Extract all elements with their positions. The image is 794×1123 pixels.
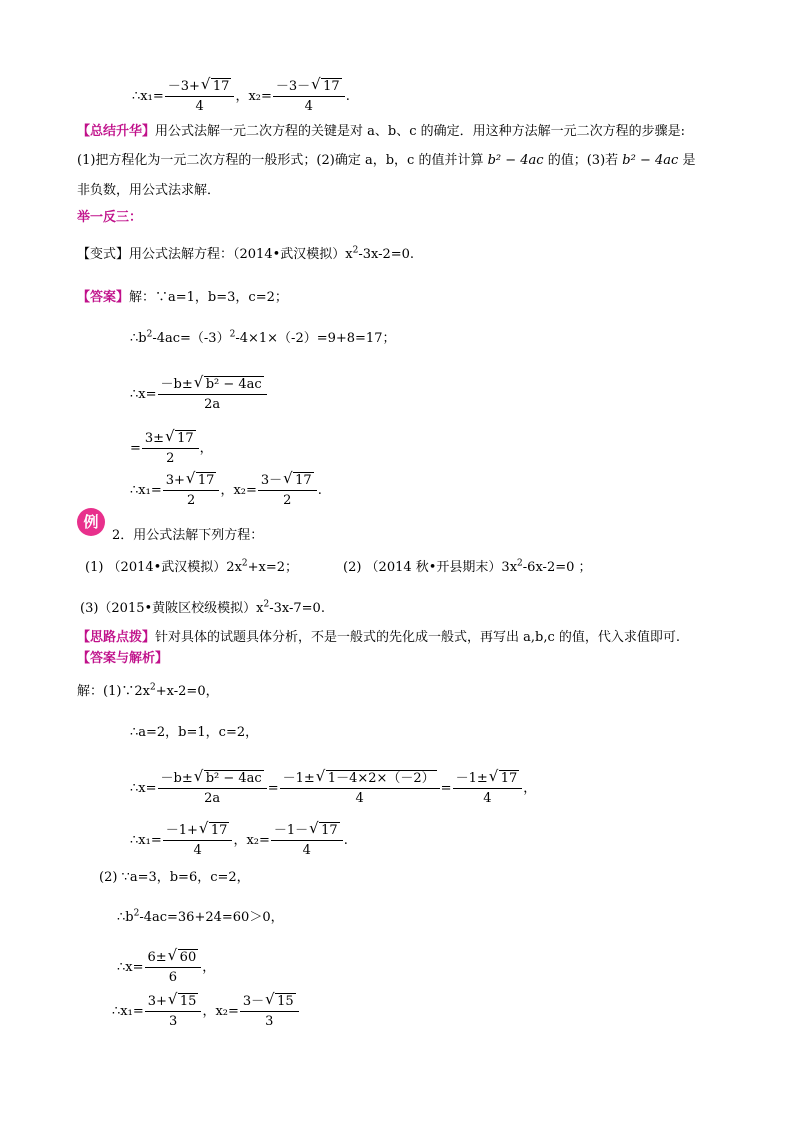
text: 1－4×2×（－2） [327, 771, 435, 786]
practice-heading: 举一反三： [77, 210, 143, 225]
summary-line-1 [77, 124, 685, 140]
hint-tag: 【思路点拨】 [77, 630, 156, 645]
text: (1) （2014•武汉模拟）2x [85, 560, 242, 575]
text: +x=2； [247, 560, 299, 575]
text: = [267, 781, 279, 796]
text: ， [199, 441, 213, 456]
radical [169, 993, 199, 1010]
text: ，x₂= [220, 483, 257, 498]
text: ∴b [117, 910, 134, 925]
text: -4×1×（-2）=9+8=17； [235, 331, 396, 346]
hint-line [77, 630, 680, 646]
text: 是 [682, 153, 696, 168]
sol2-line-4 [112, 993, 300, 1030]
superscript: 2 [133, 908, 140, 919]
text: 针对具体的试题具体分析，不是一般式的先化成一般式，再写出 a,b,c 的值，代入求值即可. [155, 630, 681, 645]
answer-tag: 【答案】 [77, 290, 130, 305]
text: 2 [186, 493, 196, 508]
text: 3－ [260, 473, 283, 488]
text: 17 [212, 79, 230, 94]
text: ∴x₁= [130, 483, 162, 498]
superscript: 2 [241, 558, 248, 569]
text: －1+ [165, 823, 198, 838]
text: 17 [321, 823, 338, 838]
example-title: 2．用公式法解下列方程： [112, 528, 264, 543]
text: 2a [204, 397, 221, 412]
text: 17 [295, 473, 312, 488]
sol1-line-3 [130, 770, 536, 807]
text: 60 [179, 950, 197, 965]
text: -3x-2=0. [358, 247, 415, 262]
summary-line-3: 非负数，用公式法求解． [77, 183, 221, 198]
text: -4ac=36+24=60＞0， [139, 910, 284, 925]
text: -3x-7=0. [269, 601, 325, 616]
radical [169, 949, 199, 966]
superscript: 2 [229, 329, 236, 340]
text: －b± [160, 377, 193, 392]
summary-tag: 【总结升华】 [77, 124, 156, 139]
example-badge: 例 [77, 508, 105, 536]
text: 4 [355, 791, 364, 806]
text: 的值；(3)若 [547, 153, 619, 168]
text: 17 [210, 823, 228, 838]
text: ∴x= [130, 781, 157, 796]
analysis-heading: 【答案与解析】 [77, 651, 169, 666]
text: ，x₂= [202, 1004, 239, 1019]
text: +x-2=0， [155, 684, 219, 699]
sol2-line-1: (2) ∵a=3，b=6，c=2， [99, 870, 250, 885]
radical [200, 822, 230, 839]
text: ，x₂= [233, 833, 270, 848]
answer-line-2 [130, 331, 395, 347]
radical [202, 78, 232, 95]
text: 3± [144, 431, 165, 446]
text: = [130, 441, 141, 456]
text: 17 [323, 79, 340, 94]
radical [490, 770, 520, 787]
summary-line-2 [77, 153, 695, 169]
text: (2) （2014 秋•开县期末）3x [343, 560, 518, 575]
text: ∴x₁= [132, 89, 164, 104]
answer-line-5 [130, 472, 322, 509]
text: -6x-2=0 ； [522, 560, 592, 575]
radical [166, 430, 196, 447]
text: 解：(1)∵2x [77, 684, 151, 699]
text: ∴x₁= [112, 1004, 144, 1019]
fraction [453, 770, 523, 807]
text: 15 [277, 994, 294, 1009]
text: 【变式】用公式法解方程：（2014•武汉模拟）x [77, 247, 353, 262]
text: 3+ [165, 473, 185, 488]
sol1-line-1 [77, 684, 219, 700]
text: －1± [282, 771, 315, 786]
fraction [142, 430, 199, 467]
text: －1± [455, 771, 488, 786]
text: 4 [302, 843, 311, 858]
text: -4ac=（-3） [152, 331, 230, 346]
text: . [343, 833, 348, 848]
text: －3+ [167, 79, 200, 94]
text: 解：∵a=1，b=3，c=2； [129, 290, 288, 305]
radical [310, 822, 340, 839]
text: 2 [283, 493, 292, 508]
text: ，x₂= [235, 89, 272, 104]
text: ∴x₁= [130, 833, 162, 848]
roots-line [132, 78, 350, 115]
fraction [280, 770, 440, 807]
answer-line-1 [77, 290, 288, 306]
radical [312, 78, 342, 95]
fraction [163, 472, 220, 509]
text: 3 [168, 1014, 178, 1029]
sol2-line-3 [117, 949, 215, 986]
radical [195, 376, 264, 393]
sol1-line-2: ∴a=2，b=1，c=2， [130, 725, 259, 740]
text: (1)把方程化为一元二次方程的一般形式；(2)确定 a，b，c 的值并计算 [77, 153, 484, 168]
text: 17 [197, 473, 215, 488]
problem-3 [80, 601, 325, 617]
fraction [145, 993, 202, 1030]
text: ∴b [130, 331, 147, 346]
text: 3 [265, 1014, 274, 1029]
fraction [273, 78, 345, 115]
fraction [165, 78, 235, 115]
text: 2a [204, 791, 221, 806]
radical [195, 770, 264, 787]
math-expr: b² − 4ac [487, 153, 544, 168]
superscript: 2 [150, 682, 156, 693]
radical [284, 472, 314, 489]
text: b² − 4ac [205, 377, 262, 392]
radical [187, 472, 217, 489]
sol1-line-4 [130, 822, 348, 859]
text: －b± [160, 771, 193, 786]
text: b² − 4ac [205, 771, 262, 786]
text: 6 [168, 970, 177, 985]
fraction [163, 822, 233, 859]
text: 用公式法解一元二次方程的关键是对 a、b、c 的确定．用这种方法解一元二次方程的步骤是: [155, 124, 686, 139]
text: －3－ [275, 79, 311, 94]
radical [317, 770, 437, 787]
problem-2 [343, 560, 592, 576]
variant-line [77, 247, 414, 263]
answer-line-3 [130, 376, 268, 413]
fraction [145, 949, 202, 986]
superscript: 2 [517, 558, 523, 569]
problem-1 [85, 560, 298, 576]
fraction [258, 472, 317, 509]
superscript: 2 [352, 245, 359, 256]
text: 3+ [147, 994, 167, 1009]
fraction [158, 376, 267, 413]
fraction [271, 822, 343, 859]
radical [266, 993, 296, 1010]
text: ∴x= [117, 960, 144, 975]
text: 4 [193, 843, 202, 858]
text: 15 [179, 994, 197, 1009]
text: 4 [195, 99, 204, 114]
answer-line-4 [130, 430, 213, 467]
text: 17 [177, 431, 194, 446]
text: 4 [483, 791, 492, 806]
superscript: 2 [146, 329, 153, 340]
sol2-line-2 [117, 910, 284, 926]
text: . [317, 483, 322, 498]
text: . [345, 89, 350, 104]
text: ， [523, 781, 537, 796]
text: 4 [304, 99, 313, 114]
text: = [440, 781, 452, 796]
superscript: 2 [263, 599, 270, 610]
text: 6± [147, 950, 167, 965]
text: ， [202, 960, 216, 975]
fraction [158, 770, 267, 807]
text: 2 [166, 451, 175, 466]
fraction [240, 993, 299, 1030]
math-expr: b² − 4ac [622, 153, 679, 168]
text: －1－ [273, 823, 309, 838]
text: ∴x= [130, 387, 157, 402]
text: 17 [500, 771, 518, 786]
text: 3－ [242, 994, 265, 1009]
text: (3)（2015•黄陂区校级模拟）x [80, 601, 264, 616]
